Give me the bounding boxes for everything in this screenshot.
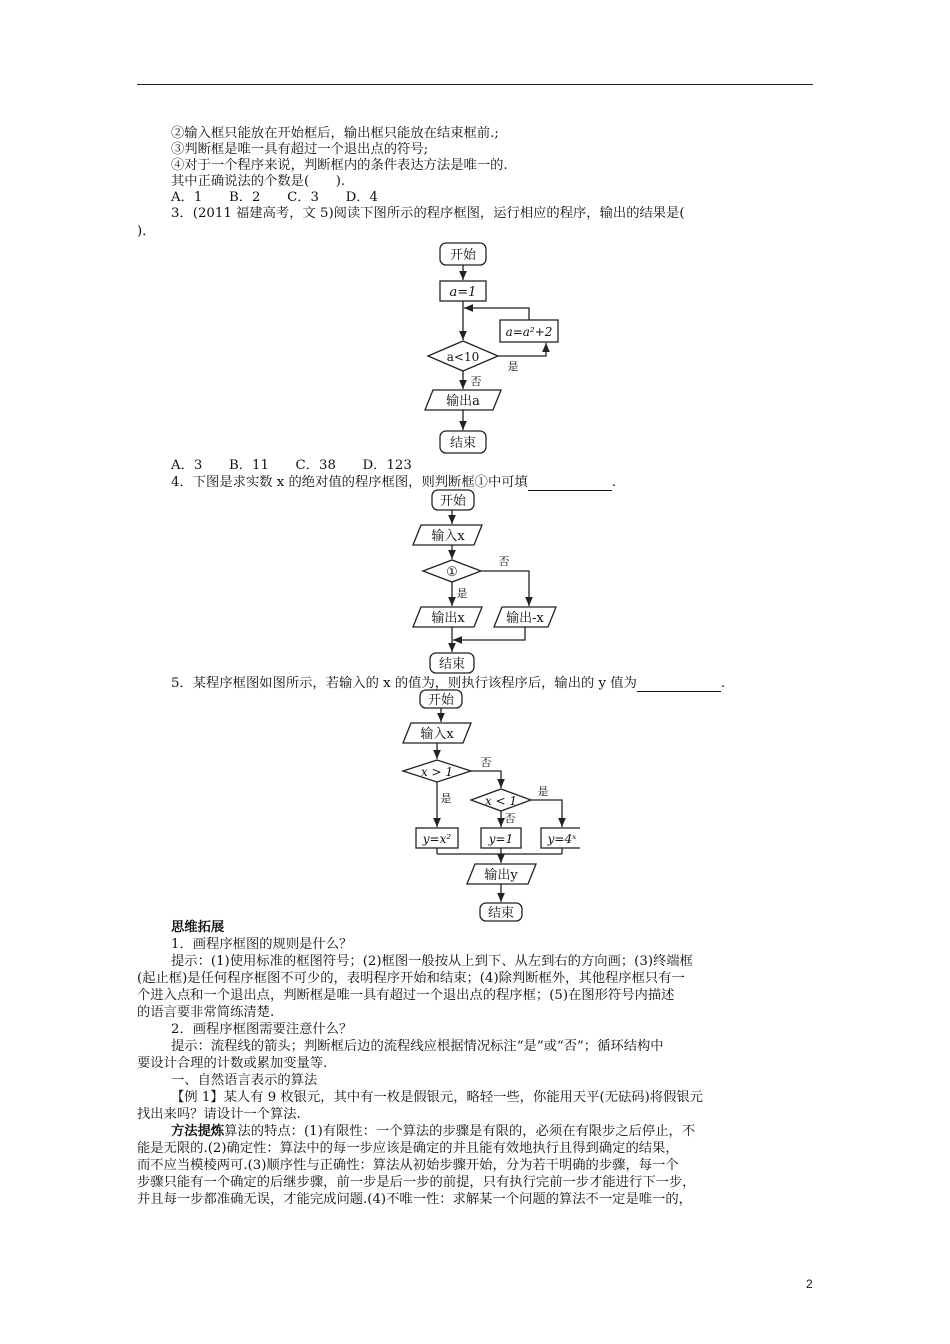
answer-options: A．1 B．2 C．3 D．4 [171,190,379,205]
question-3: 3．(2011 福建高考，文 5)阅读下图所示的程序框图，运行相应的程序，输出的结果是( [171,206,685,221]
flowchart-abs-value [410,488,560,676]
answer-blank [637,679,721,692]
fc3-box3-text: y=4ˣ [547,832,577,846]
answer-options: A．3 B．11 C．38 D．123 [171,458,412,473]
page-number: 2 [806,1277,813,1291]
fc2-no-label: 否 [498,555,510,568]
text-line: 2．画程序框图需要注意什么？ [171,1022,353,1037]
text-line: 找出来吗？请设计一个算法. [137,1107,301,1122]
text-line: (起止框)是任何程序框图不可少的，表明程序开始和结束；(4)除判断框外，其他程序框只有一 [137,971,685,986]
fc2-out2-text: 输出-x [506,611,544,626]
example-line: 【例 1】某人有 9 枚银元，其中有一枚是假银元，略轻一些，你能用天平(无砝码)将假银元 [171,1090,703,1105]
text-line: 个进入点和一个退出点，判断框是唯一具有超过一个退出点的程序框；(5)在图形符号内描述 [137,988,675,1003]
method-label: 方法提炼 [171,1124,225,1139]
text-line: 步骤只能有一个确定的后继步骤，前一步是后一步的前提，只有执行完前一步才能进行下一步， [137,1175,696,1190]
fc1-update-text: a=a²+2 [505,325,553,339]
fc3-output-text: 输出y [484,868,518,883]
fc2-out1-text: 输出x [431,611,465,626]
text-line: 其中正确说法的个数是( ). [171,174,346,189]
fc1-end-text: 结束 [449,436,477,451]
fc3-box2-text: y=1 [488,832,514,846]
section-heading: 思维拓展 [171,920,225,935]
fc3-no1-label: 否 [480,756,492,769]
fc1-cond-text: a<10 [446,350,480,364]
text-line: 而不应当模棱两可.(3)顺序性与正确性：算法从初始步骤开始，分为若干明确的步骤，每一个 [137,1158,679,1173]
fc1-no-label: 否 [470,375,482,388]
fc3-yes1-label: 是 [440,792,452,805]
fc1-yes-label: 是 [507,360,519,373]
text-line: 1．画程序框图的规则是什么？ [171,937,353,952]
text-line: 要设计合理的计数或累加变量等. [137,1056,328,1071]
flowchart-piecewise [400,688,580,924]
text-line: ②输入框只能放在开始框后，输出框只能放在结束框前.; [171,126,499,141]
text-line: )． [137,224,156,239]
header-rule [137,84,813,85]
fc2-cond-text: ① [446,565,458,580]
question-5-text: 5．某程序框图如图所示，若输入的 x 的值为，则执行该程序后，输出的 y 值为 [171,676,637,691]
question-4-text: 4．下图是求实数 x 的绝对值的程序框图，则判断框①中可填 [171,475,528,490]
text-line: 能是无限的.(2)确定性：算法中的每一步应该是确定的并且能有效地执行且得到确定的结果， [137,1141,679,1156]
fc2-yes-label: 是 [456,587,468,600]
fc3-cond1-text: x > 1 [420,765,454,779]
fc2-start-text: 开始 [439,494,467,509]
text-line: 并且每一步都准确无误，才能完成问题.(4)不唯一性：求解某一个问题的算法不一定是唯一的， [137,1192,692,1207]
fc3-box1-text: y=x² [422,832,452,846]
text-line: ④对于一个程序来说，判断框内的条件表达方法是唯一的. [171,158,508,173]
fc3-end-text: 结束 [487,906,515,921]
method-text: 算法的特点：(1)有限性：一个算法的步骤是有限的，必须在有限步之后停止，不 [224,1124,696,1139]
question-5-end: . [720,676,726,691]
method-line [171,1124,695,1140]
fc3-no2-label: 否 [504,812,516,825]
text-line: 一、自然语言表示的算法 [171,1073,318,1088]
fc1-output-text: 输出a [446,394,480,409]
question-4-end: . [611,475,617,490]
flowchart-loop [420,240,580,460]
text-line: ③判断框是唯一具有超过一个退出点的符号; [171,142,429,157]
fc2-end-text: 结束 [438,657,466,672]
fc1-start-text: 开始 [449,248,477,263]
fc3-cond2-text: x < 1 [484,794,518,808]
text-line: 提示：(1)使用标准的框图符号；(2)框图一般按从上到下、从左到右的方向画；(3)终端框 [171,954,693,969]
fc3-start-text: 开始 [427,693,455,708]
text-line: 的语言要非常简练清楚. [137,1005,275,1020]
text-line: 提示：流程线的箭头；判断框后边的流程线应根据情况标注“是”或“否”；循环结构中 [171,1039,664,1054]
fc3-input-text: 输入x [420,727,454,742]
fc1-init-text: a=1 [449,285,477,300]
fc2-input-text: 输入x [431,529,465,544]
fc3-yes2-label: 是 [537,785,549,798]
